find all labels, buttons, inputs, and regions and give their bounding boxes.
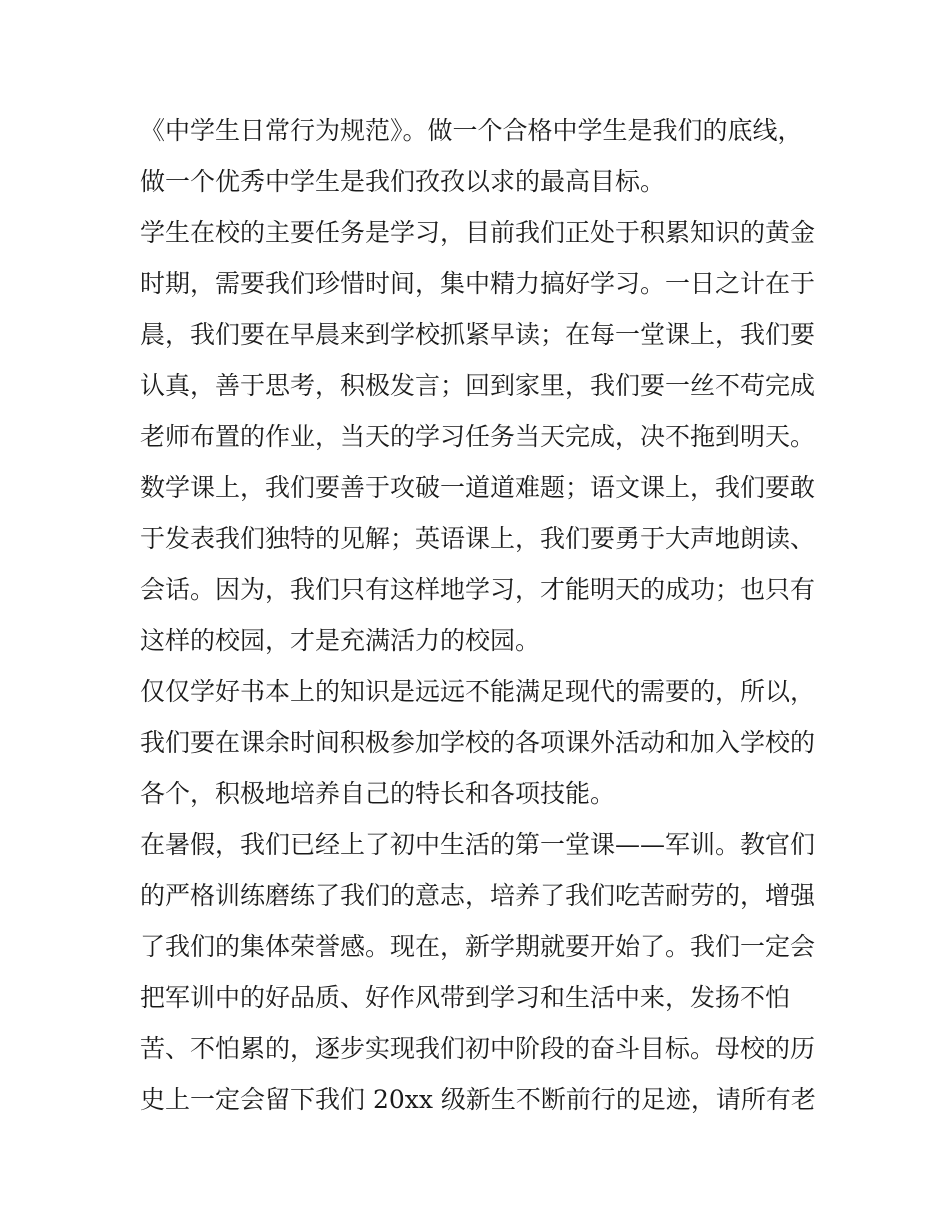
- text-line: 了我们的集体荣誉感。现在，新学期就要开始了。我们一定会: [140, 932, 816, 961]
- text-line: 认真，善于思考，积极发言；回到家里，我们要一丝不苟完成: [140, 371, 816, 400]
- text-line: 在暑假，我们已经上了初中生活的第一堂课——军训。教官们: [140, 830, 816, 859]
- text-line: 这样的校园，才是充满活力的校园。: [140, 626, 541, 655]
- text-line: 数学课上，我们要善于攻破一道道难题；语文课上，我们要敢: [140, 473, 816, 502]
- text-line: 于发表我们独特的见解；英语课上，我们要勇于大声地朗读、: [140, 524, 816, 553]
- document-body: [140, 105, 830, 1125]
- text-line: 苦、不怕累的，逐步实现我们初中阶段的奋斗目标。母校的历: [140, 1034, 816, 1063]
- text-line: 的严格训练磨练了我们的意志，培养了我们吃苦耐劳的，增强: [140, 881, 816, 910]
- text-line: 史上一定会留下我们 20xx 级新生不断前行的足迹，请所有老: [140, 1085, 816, 1114]
- text-line: 仅仅学好书本上的知识是远远不能满足现代的需要的，所以，: [140, 677, 816, 706]
- text-line: 学生在校的主要任务是学习，目前我们正处于积累知识的黄金: [140, 218, 816, 247]
- text-line: 会话。因为，我们只有这样地学习，才能明天的成功；也只有: [140, 575, 816, 604]
- text-line: 各个，积极地培养自己的特长和各项技能。: [140, 779, 616, 808]
- text-line: 晨，我们要在早晨来到学校抓紧早读；在每一堂课上，我们要: [140, 320, 816, 349]
- text-line: 我们要在课余时间积极参加学校的各项课外活动和加入学校的: [140, 728, 816, 757]
- text-line: 时期，需要我们珍惜时间，集中精力搞好学习。一日之计在于: [140, 269, 816, 298]
- text-line: 《中学生日常行为规范》。做一个合格中学生是我们的底线，: [140, 116, 803, 145]
- text-line: 老师布置的作业，当天的学习任务当天完成，决不拖到明天。: [140, 422, 816, 451]
- text-line: 做一个优秀中学生是我们孜孜以求的最高目标。: [140, 167, 666, 196]
- text-line: 把军训中的好品质、好作风带到学习和生活中来，发扬不怕: [140, 983, 791, 1012]
